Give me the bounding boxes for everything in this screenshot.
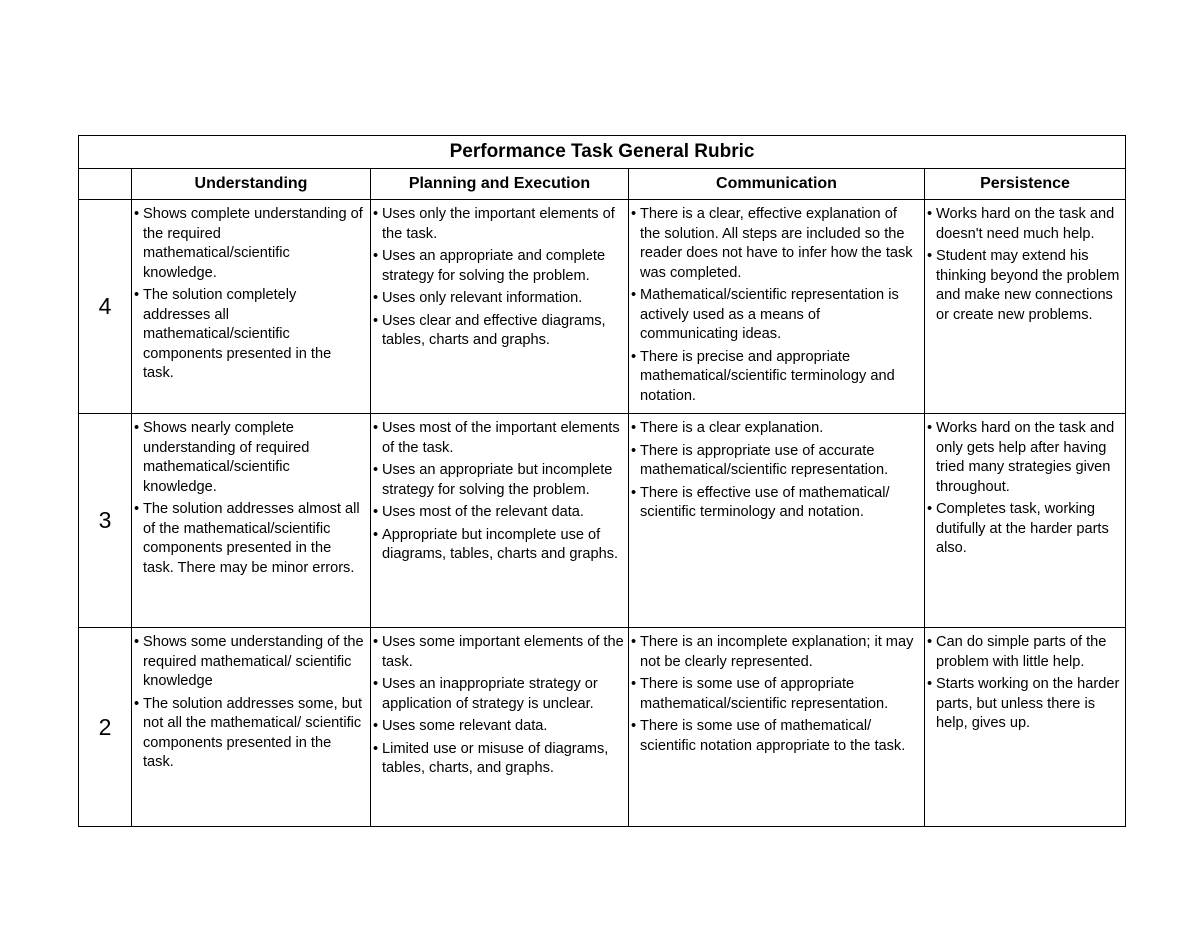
list-item: • Limited use or misuse of diagrams, tables, charts, and graphs. bbox=[373, 740, 624, 779]
criteria-list bbox=[631, 419, 920, 523]
header-row bbox=[79, 169, 1126, 200]
cell-planning-execution bbox=[371, 628, 629, 827]
score-label: 3 bbox=[79, 414, 132, 628]
criteria-list bbox=[927, 419, 1121, 559]
header-persistence: Persistence bbox=[925, 169, 1126, 200]
criteria-list bbox=[927, 633, 1121, 734]
header-planning-execution: Planning and Execution bbox=[371, 169, 629, 200]
list-item: • Shows complete understanding of the required mathematical/scientific knowledge. bbox=[134, 205, 366, 283]
list-item: • There is some use of mathematical/ scientific notation appropriate to the task. bbox=[631, 717, 920, 756]
criteria-list bbox=[134, 633, 366, 773]
header-communication: Communication bbox=[629, 169, 925, 200]
list-item: • Completes task, working dutifully at the harder parts also. bbox=[927, 500, 1121, 559]
cell-communication bbox=[629, 414, 925, 628]
list-item: • The solution addresses almost all of the mathematical/scientific components presented in the task. There may be minor errors. bbox=[134, 500, 366, 578]
criteria-list bbox=[134, 419, 366, 578]
list-item: • There is effective use of mathematical/ scientific terminology and notation. bbox=[631, 484, 920, 523]
cell-understanding bbox=[132, 200, 371, 414]
criteria-list bbox=[631, 633, 920, 756]
list-item: • There is a clear explanation. bbox=[631, 419, 920, 439]
list-item: • Can do simple parts of the problem with little help. bbox=[927, 633, 1121, 672]
list-item: • Uses only the important elements of the task. bbox=[373, 205, 624, 244]
criteria-list bbox=[373, 633, 624, 779]
list-item: • Appropriate but incomplete use of diagrams, tables, charts and graphs. bbox=[373, 526, 624, 565]
cell-persistence bbox=[925, 414, 1126, 628]
list-item: • There is an incomplete explanation; it may not be clearly represented. bbox=[631, 633, 920, 672]
list-item: • There is some use of appropriate mathematical/scientific representation. bbox=[631, 675, 920, 714]
list-item: • Uses an inappropriate strategy or application of strategy is unclear. bbox=[373, 675, 624, 714]
cell-understanding bbox=[132, 628, 371, 827]
header-blank bbox=[79, 169, 132, 200]
rubric-title: Performance Task General Rubric bbox=[79, 136, 1126, 169]
list-item: • There is precise and appropriate mathematical/scientific terminology and notation. bbox=[631, 348, 920, 407]
cell-planning-execution bbox=[371, 200, 629, 414]
list-item: • The solution addresses some, but not all the mathematical/ scientific components presented in the task. bbox=[134, 695, 366, 773]
list-item: • Uses only relevant information. bbox=[373, 289, 624, 309]
list-item: • Starts working on the harder parts, but unless there is help, gives up. bbox=[927, 675, 1121, 734]
list-item: • The solution completely addresses all mathematical/scientific components presented in the task. bbox=[134, 286, 366, 384]
score-label: 4 bbox=[79, 200, 132, 414]
title-row bbox=[79, 136, 1126, 169]
header-understanding: Understanding bbox=[132, 169, 371, 200]
cell-persistence bbox=[925, 200, 1126, 414]
list-item: • Uses clear and effective diagrams, tables, charts and graphs. bbox=[373, 312, 624, 351]
list-item: • Shows some understanding of the required mathematical/ scientific knowledge bbox=[134, 633, 366, 692]
cell-understanding bbox=[132, 414, 371, 628]
list-item: • Works hard on the task and doesn't need much help. bbox=[927, 205, 1121, 244]
list-item: • Uses most of the relevant data. bbox=[373, 503, 624, 523]
rubric-table bbox=[78, 135, 1126, 827]
cell-communication bbox=[629, 200, 925, 414]
list-item: • Uses some relevant data. bbox=[373, 717, 624, 737]
list-item: • Works hard on the task and only gets help after having tried many strategies given throughout. bbox=[927, 419, 1121, 497]
cell-persistence bbox=[925, 628, 1126, 827]
list-item: • Uses most of the important elements of the task. bbox=[373, 419, 624, 458]
criteria-list bbox=[631, 205, 920, 406]
list-item: • There is appropriate use of accurate mathematical/scientific representation. bbox=[631, 442, 920, 481]
cell-planning-execution bbox=[371, 414, 629, 628]
list-item: • Shows nearly complete understanding of required mathematical/scientific knowledge. bbox=[134, 419, 366, 497]
list-item: • Student may extend his thinking beyond the problem and make new connections or create new problems. bbox=[927, 247, 1121, 325]
criteria-list bbox=[373, 205, 624, 351]
list-item: • Uses an appropriate and complete strategy for solving the problem. bbox=[373, 247, 624, 286]
cell-communication bbox=[629, 628, 925, 827]
list-item: • Uses an appropriate but incomplete strategy for solving the problem. bbox=[373, 461, 624, 500]
list-item: • Uses some important elements of the task. bbox=[373, 633, 624, 672]
score-row-2 bbox=[79, 628, 1126, 827]
list-item: • Mathematical/scientific representation is actively used as a means of communicating ideas. bbox=[631, 286, 920, 345]
criteria-list bbox=[373, 419, 624, 565]
score-row-3 bbox=[79, 414, 1126, 628]
criteria-list bbox=[134, 205, 366, 384]
score-row-4 bbox=[79, 200, 1126, 414]
criteria-list bbox=[927, 205, 1121, 325]
score-label: 2 bbox=[79, 628, 132, 827]
list-item: • There is a clear, effective explanation of the solution. All steps are included so the reader does not have to infer how the task was completed. bbox=[631, 205, 920, 283]
